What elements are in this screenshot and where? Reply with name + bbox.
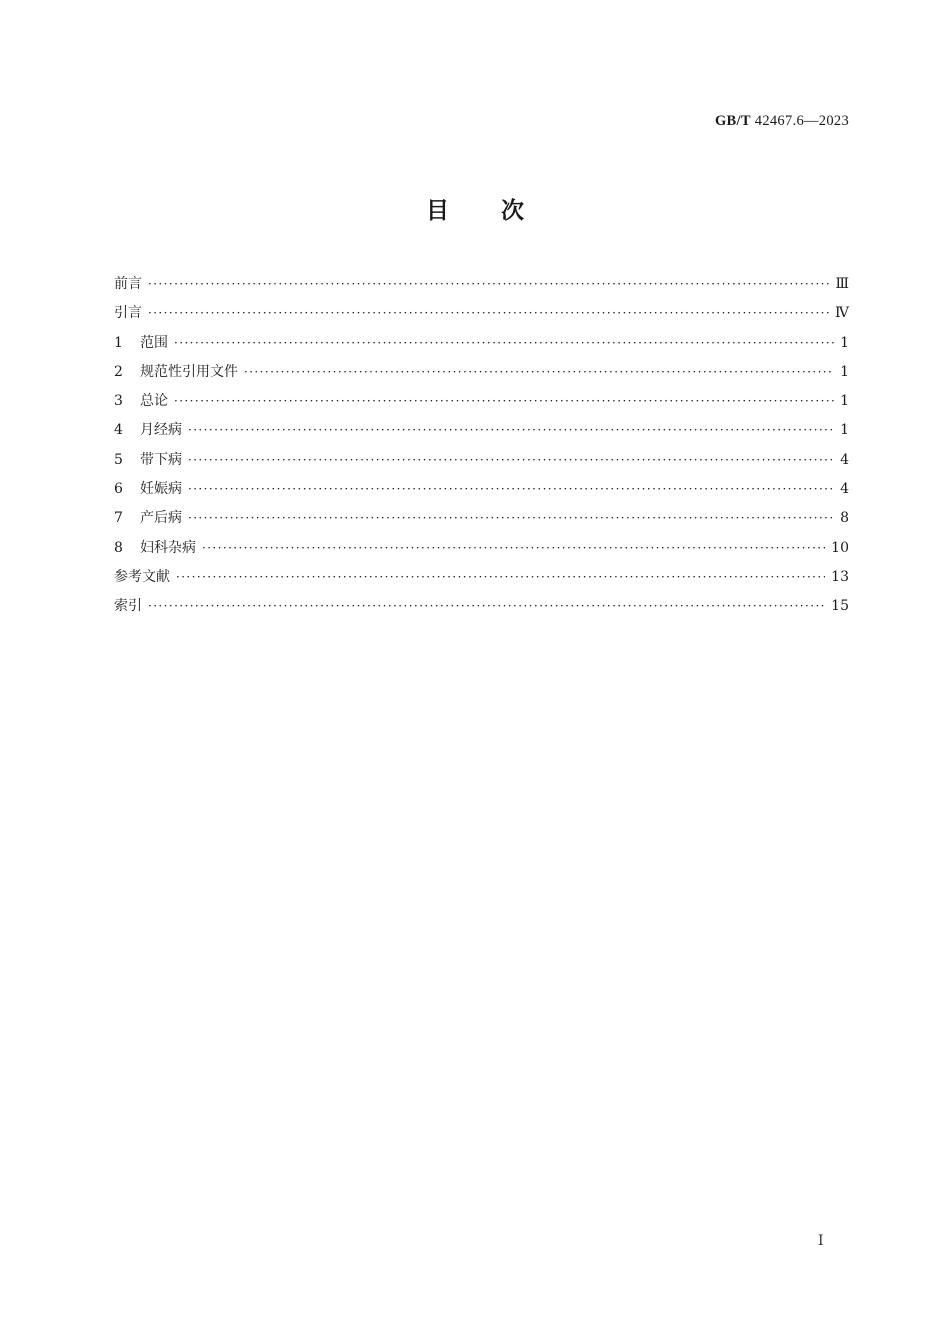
standard-number xyxy=(715,113,849,130)
toc-entry-1[interactable] xyxy=(114,329,849,358)
toc-entry-page: 13 xyxy=(831,568,849,585)
toc-entry-8[interactable] xyxy=(114,534,849,563)
page-title: 目次 xyxy=(426,198,576,224)
toc-entry-label: 规范性引用文件 xyxy=(140,363,238,380)
toc-entry-page: 1 xyxy=(840,334,849,351)
toc-leader-dots xyxy=(174,329,834,358)
toc-entry-number: 3 xyxy=(114,393,123,410)
table-of-contents xyxy=(114,270,849,622)
toc-entry-number: 6 xyxy=(114,481,123,498)
toc-entry-page: 1 xyxy=(840,363,849,380)
toc-entry-label: 总论 xyxy=(140,393,168,410)
toc-entry-label: 参考文献 xyxy=(114,568,170,585)
toc-entry-label: 索引 xyxy=(114,598,142,615)
toc-entry-7[interactable] xyxy=(114,504,849,533)
toc-entry-page: Ⅲ xyxy=(835,276,849,292)
toc-leader-dots xyxy=(148,592,825,621)
standard-prefix: GB/T xyxy=(714,113,751,129)
toc-entry-number: 1 xyxy=(114,334,123,351)
toc-leader-dots xyxy=(244,358,834,387)
toc-entry-number: 4 xyxy=(114,422,123,439)
toc-entry-2[interactable] xyxy=(114,358,849,387)
toc-entry-page: 10 xyxy=(831,539,849,556)
toc-entry-label: 妇科杂病 xyxy=(140,539,196,556)
toc-entry-number: 8 xyxy=(114,539,123,556)
toc-entry-label: 妊娠病 xyxy=(140,481,182,498)
toc-entry-number: 7 xyxy=(114,510,123,527)
page-number: Ⅰ xyxy=(818,1234,824,1249)
toc-entry-number: 2 xyxy=(114,363,123,380)
toc-entry-6[interactable] xyxy=(114,475,849,504)
toc-entry-page: 8 xyxy=(840,510,849,527)
toc-entry-label: 带下病 xyxy=(140,451,182,468)
toc-entry-5[interactable] xyxy=(114,446,849,475)
toc-entry-label: 引言 xyxy=(114,305,142,322)
toc-entry-references[interactable] xyxy=(114,563,849,592)
toc-entry-page: 1 xyxy=(840,393,849,410)
standard-code: 42467.6—2023 xyxy=(754,113,849,129)
toc-leader-dots xyxy=(176,563,825,592)
toc-entry-page: 4 xyxy=(840,481,849,498)
toc-leader-dots xyxy=(188,446,834,475)
toc-entry-page: Ⅳ xyxy=(835,305,849,322)
toc-entry-foreword[interactable] xyxy=(114,270,849,299)
toc-entry-page: 4 xyxy=(840,451,849,468)
toc-leader-dots xyxy=(148,299,829,328)
toc-leader-dots xyxy=(188,504,834,533)
toc-entry-3[interactable] xyxy=(114,387,849,416)
toc-entry-4[interactable] xyxy=(114,416,849,445)
toc-entry-label: 月经病 xyxy=(140,422,182,439)
toc-entry-page: 1 xyxy=(840,422,849,439)
toc-entry-number: 5 xyxy=(114,451,123,468)
toc-leader-dots xyxy=(148,270,829,299)
toc-entry-introduction[interactable] xyxy=(114,299,849,328)
toc-leader-dots xyxy=(202,534,825,563)
toc-leader-dots xyxy=(174,387,834,416)
toc-entry-label: 范围 xyxy=(140,334,168,351)
toc-entry-label: 产后病 xyxy=(140,510,182,527)
toc-entry-index[interactable] xyxy=(114,592,849,621)
toc-entry-label: 前言 xyxy=(114,276,142,292)
toc-entry-page: 15 xyxy=(831,598,849,615)
toc-leader-dots xyxy=(188,475,834,504)
toc-leader-dots xyxy=(188,416,834,445)
